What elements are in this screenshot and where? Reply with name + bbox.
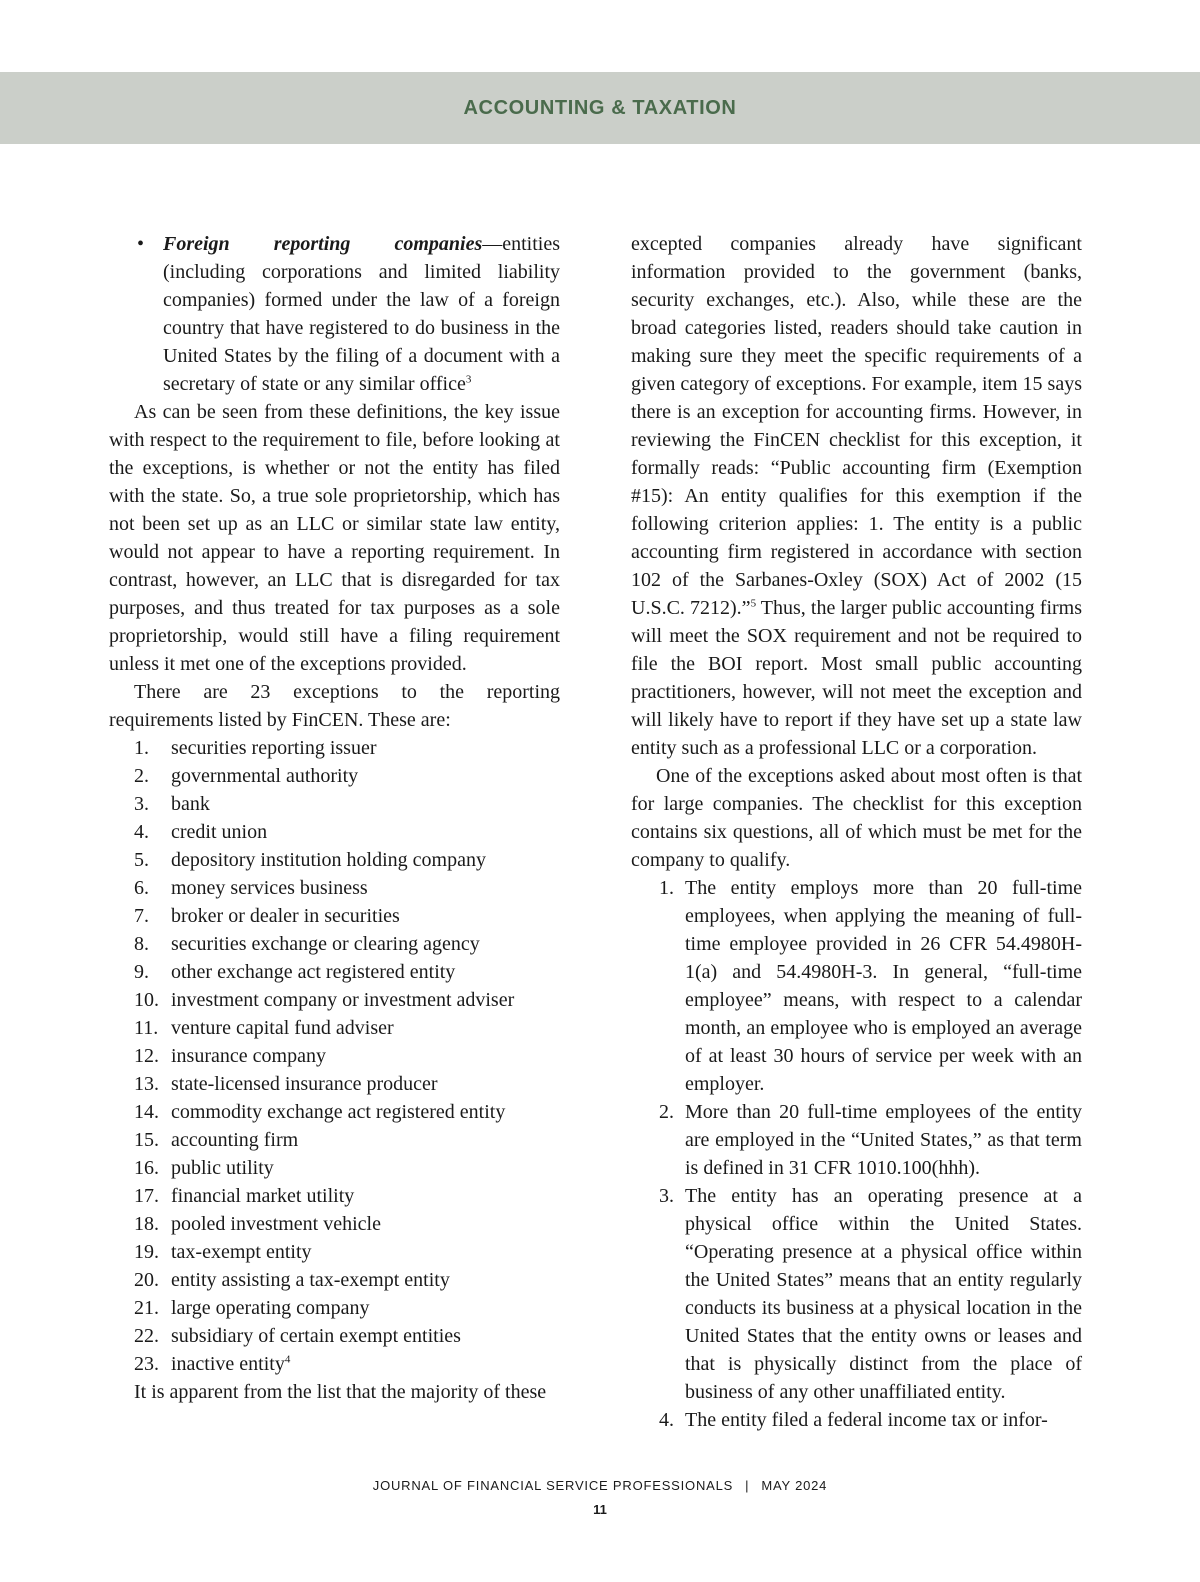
right-paragraph-2: One of the exceptions asked about most often is that for large companies. The checklist for this exception contains six questions, all of which must be met for the company to qualify. bbox=[631, 765, 1082, 871]
bullet-term: Foreign reporting companies bbox=[163, 233, 483, 255]
list-item: 17. financial market utility bbox=[134, 1185, 355, 1207]
list-item: 6. money services business bbox=[134, 877, 368, 899]
page-number: 11 bbox=[593, 1502, 607, 1517]
section-title: ACCOUNTING & TAXATION bbox=[463, 96, 737, 119]
journal-name: JOURNAL OF FINANCIAL SERVICE PROFESSIONALS bbox=[372, 1478, 734, 1493]
footnote-ref-3: 3 bbox=[465, 373, 472, 386]
list-item: 11. venture capital fund adviser bbox=[134, 1017, 394, 1039]
list-item: 13. state-licensed insurance producer bbox=[134, 1073, 438, 1095]
issue-date: MAY 2024 bbox=[761, 1478, 828, 1493]
list-item: 21. large operating company bbox=[134, 1297, 370, 1319]
bullet-icon: • bbox=[137, 233, 145, 255]
list-item: 10. investment company or investment adviser bbox=[134, 989, 515, 1011]
right-column bbox=[631, 230, 1082, 1434]
footnote-ref-4: 4 bbox=[284, 1353, 291, 1366]
list-item: 19. tax-exempt entity bbox=[134, 1241, 312, 1263]
list-item: 4. The entity filed a federal income tax or infor- bbox=[659, 1409, 1048, 1431]
list-item: 3. bank bbox=[134, 793, 210, 815]
list-item: 8. securities exchange or clearing agency bbox=[134, 933, 480, 955]
list-item: 15. accounting firm bbox=[134, 1129, 299, 1151]
list-item: 1. securities reporting issuer bbox=[134, 737, 377, 759]
bullet-text: —entities (including corporations and limited liability companies) formed under the law of a foreign country that have registered to do business in the United States by the filing of a document with a secretary of state or any similar office bbox=[163, 233, 560, 395]
footer-separator: | bbox=[745, 1478, 750, 1493]
right-paragraph-1: excepted companies already have significant information provided to the government (banks, security exchanges, etc.). Also, while these are the broad categories listed, readers should take caution in making sure they meet the specific requirements of a given category of exceptions. For example, item 15 says there is an exception for accounting firms. However, in reviewing the FinCEN checklist for this exception, it formally reads: “Public accounting firm (Exemption #15): An entity qualifies for this exemption if the following criterion applies: 1. The entity is a public accounting firm registered in accordance with section 102 of the Sarbanes-Oxley (SOX) Act of 2002 (15 U.S.C. 7212).”$^5$ Thus, the larger public accounting firms will meet the SOX requirement and not be required to file the BOI report. Most small public accounting practitioners, however, will not meet the exception and will likely have to report if they have set up a state law entity such as a professional LLC or a corporation. bbox=[631, 233, 1082, 759]
section-header-band bbox=[0, 72, 1200, 144]
left-column bbox=[109, 230, 560, 1406]
list-item: 5. depository institution holding company bbox=[134, 849, 486, 871]
list-item: 20. entity assisting a tax-exempt entity bbox=[134, 1269, 450, 1291]
list-item: 22. subsidiary of certain exempt entities bbox=[134, 1325, 461, 1347]
list-item: 3. The entity has an operating presence at a physical office within the United States. “Operating presence at a physical office within the United States” means that an entity regularly conducts its business at a physical location in the United States that the entity owns or leases and that is physically distinct from the place of business of any other unaffiliated entity. bbox=[659, 1185, 1082, 1403]
list-item: 12. insurance company bbox=[134, 1045, 326, 1067]
left-paragraph-2: There are 23 exceptions to the reporting requirements listed by FinCEN. These are: bbox=[109, 681, 560, 731]
large-company-criteria-list bbox=[631, 874, 1082, 1434]
list-item: 4. credit union bbox=[134, 821, 268, 843]
list-item: 18. pooled investment vehicle bbox=[134, 1213, 381, 1235]
list-item: 9. other exchange act registered entity bbox=[134, 961, 456, 983]
list-item: 2. More than 20 full-time employees of the entity are employed in the “United States,” as that term is defined in 31 CFR 1010.100(hhh). bbox=[659, 1101, 1082, 1179]
list-item: 7. broker or dealer in securities bbox=[134, 905, 400, 927]
page-footer bbox=[0, 1478, 1200, 1493]
exceptions-list bbox=[109, 734, 560, 1378]
bullet-foreign-reporting-companies bbox=[109, 230, 560, 398]
footnote-ref-5: 5 bbox=[750, 597, 757, 610]
left-paragraph-3: It is apparent from the list that the majority of these bbox=[134, 1381, 547, 1403]
list-item: 14. commodity exchange act registered entity bbox=[134, 1101, 506, 1123]
list-item: 16. public utility bbox=[134, 1157, 274, 1179]
list-item: 23. inactive entity$^4$ bbox=[134, 1353, 291, 1375]
left-paragraph-1: As can be seen from these definitions, the key issue with respect to the requirement to file, before looking at the exceptions, is whether or not the entity has filed with the state. So, a true sole proprietorship, which has not been set up as an LLC or similar state law entity, would not appear to have a reporting requirement. In contrast, however, an LLC that is disregarded for tax purposes, and thus treated for tax purposes as a sole proprietorship, would still have a filing requirement unless it met one of the exceptions provided. bbox=[109, 401, 560, 675]
list-item: 2. governmental authority bbox=[134, 765, 359, 787]
list-item: 1. The entity employs more than 20 full-time employees, when applying the meaning of full-time employee provided in 26 CFR 54.4980H-1(a) and 54.4980H-3. In general, “full-time employee” means, with respect to a calendar month, an employee who is employed an average of at least 30 hours of service per week with an employer. bbox=[659, 877, 1082, 1095]
